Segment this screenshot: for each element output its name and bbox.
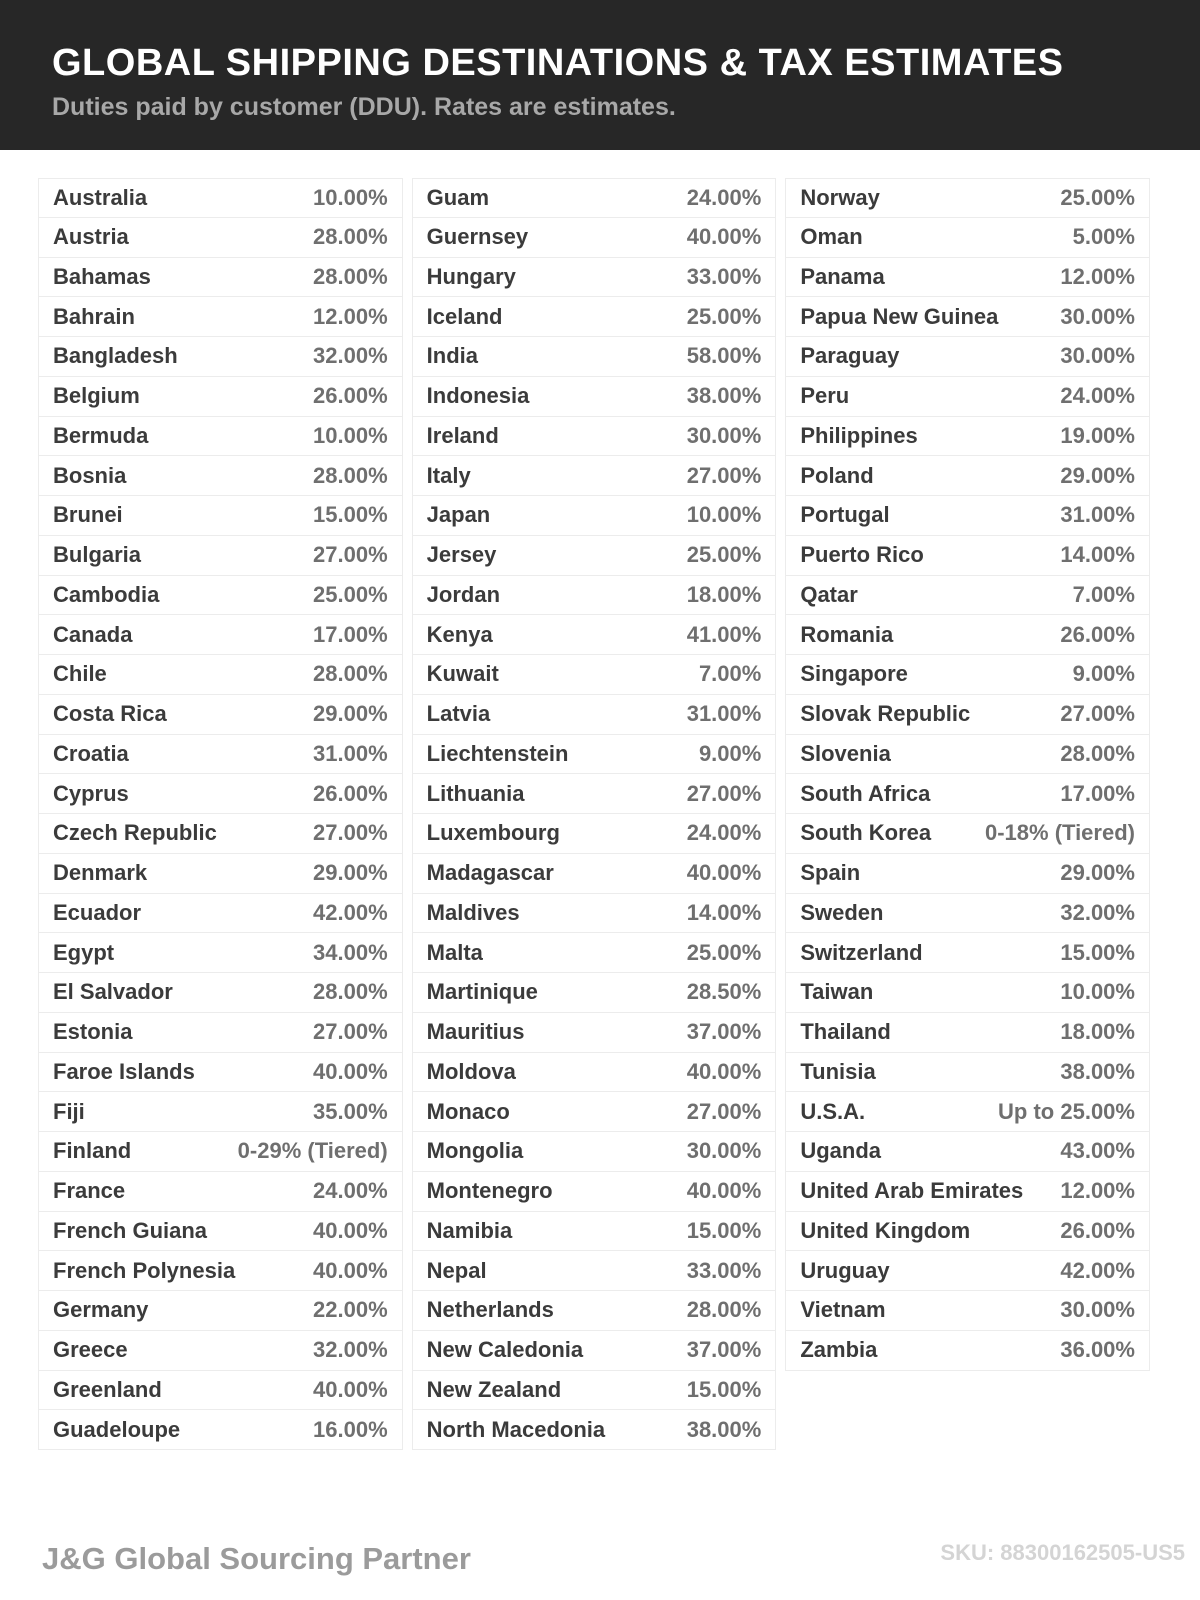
country-name: United Arab Emirates <box>800 1178 1024 1204</box>
tax-rate: 28.00% <box>313 979 388 1005</box>
table-row <box>38 814 403 854</box>
table-row <box>785 1251 1150 1291</box>
tax-rate: 28.00% <box>313 263 388 289</box>
tax-rate: 30.00% <box>686 422 762 448</box>
tax-rate: 30.00% <box>1060 303 1135 329</box>
table-row <box>785 1172 1150 1212</box>
tax-rate: 9.00% <box>1072 661 1135 687</box>
table-row <box>785 576 1150 616</box>
country-name: Denmark <box>53 860 148 886</box>
table-row <box>412 933 777 973</box>
table-row <box>38 178 403 218</box>
table-row <box>412 1053 777 1093</box>
country-name: Canada <box>53 621 133 647</box>
country-name: Maldives <box>426 899 520 925</box>
tax-rate: 7.00% <box>1072 581 1135 607</box>
country-name: Jordan <box>426 581 501 607</box>
tax-rate: 15.00% <box>686 1217 762 1243</box>
tax-rate: 27.00% <box>686 1098 762 1124</box>
table-row <box>412 814 777 854</box>
country-name: Puerto Rico <box>800 542 924 568</box>
country-name: Finland <box>53 1138 132 1164</box>
table-row <box>38 297 403 337</box>
country-name: Estonia <box>53 1019 133 1045</box>
tax-rate: 40.00% <box>313 1376 388 1402</box>
tax-rate: 32.00% <box>313 343 388 369</box>
tax-rate: 42.00% <box>1060 1257 1135 1283</box>
tax-rate: 27.00% <box>313 820 388 846</box>
country-name: Egypt <box>53 939 115 965</box>
country-name: Zambia <box>800 1337 878 1363</box>
table-row <box>785 615 1150 655</box>
table-row <box>38 536 403 576</box>
tax-rate: 25.00% <box>1060 184 1135 210</box>
table-row <box>412 1172 777 1212</box>
country-name: Bermuda <box>53 422 149 448</box>
country-name: New Zealand <box>426 1376 562 1402</box>
table-row <box>412 1212 777 1252</box>
table-row <box>785 218 1150 258</box>
table-row <box>412 1331 777 1371</box>
country-name: Uruguay <box>800 1257 890 1283</box>
country-name: Oman <box>800 224 863 250</box>
tax-rate: 15.00% <box>1060 939 1135 965</box>
country-name: Belgium <box>53 383 140 409</box>
country-name: Switzerland <box>800 939 923 965</box>
table-row <box>38 218 403 258</box>
tax-rate: 40.00% <box>313 1217 388 1243</box>
table-row <box>785 456 1150 496</box>
country-name: Bosnia <box>53 462 127 488</box>
tax-rate: 10.00% <box>313 422 388 448</box>
tax-rate: 29.00% <box>1060 462 1135 488</box>
table-row <box>38 496 403 536</box>
country-name: Norway <box>800 184 880 210</box>
tax-rate: 9.00% <box>698 740 762 766</box>
tax-rate: 40.00% <box>313 1058 388 1084</box>
country-name: Greenland <box>53 1376 162 1402</box>
tax-rate: 26.00% <box>1060 1217 1135 1243</box>
country-name: Taiwan <box>800 979 874 1005</box>
table-row <box>785 933 1150 973</box>
tax-rate: 17.00% <box>313 621 388 647</box>
table-row <box>38 1291 403 1331</box>
tax-rate: 28.50% <box>686 979 762 1005</box>
table-row <box>785 536 1150 576</box>
country-name: Ecuador <box>53 899 142 925</box>
table-row <box>785 854 1150 894</box>
table-row <box>785 774 1150 814</box>
country-name: Kenya <box>426 621 493 647</box>
country-name: Netherlands <box>426 1297 554 1323</box>
country-name: Chile <box>53 661 107 687</box>
table-row <box>38 1172 403 1212</box>
table-row <box>412 258 777 298</box>
country-name: Bangladesh <box>53 343 178 369</box>
country-name: French Polynesia <box>53 1257 236 1283</box>
table-row <box>38 735 403 775</box>
country-name: Croatia <box>53 740 129 766</box>
table-row <box>785 655 1150 695</box>
tax-rate: 41.00% <box>686 621 762 647</box>
tax-rate: 37.00% <box>686 1337 762 1363</box>
tax-rate: 24.00% <box>1060 383 1135 409</box>
table-row <box>38 258 403 298</box>
table-row <box>785 377 1150 417</box>
table-row <box>38 1132 403 1172</box>
tax-rate: 34.00% <box>313 939 388 965</box>
page-title: GLOBAL SHIPPING DESTINATIONS & TAX ESTIMATES <box>52 42 1064 84</box>
tax-rate: 40.00% <box>686 1058 762 1084</box>
table-row <box>412 218 777 258</box>
table-row <box>412 1371 777 1411</box>
country-name: Brunei <box>53 502 123 528</box>
table-row <box>38 655 403 695</box>
tax-rate: 28.00% <box>313 224 388 250</box>
table-row <box>412 1410 777 1450</box>
country-name: Thailand <box>800 1019 891 1045</box>
country-name: Panama <box>800 263 885 289</box>
table-row <box>412 377 777 417</box>
table-row <box>38 933 403 973</box>
tax-rate: 24.00% <box>313 1178 388 1204</box>
table-row <box>412 576 777 616</box>
country-name: French Guiana <box>53 1217 208 1243</box>
table-row <box>412 854 777 894</box>
tax-rate: 15.00% <box>313 502 388 528</box>
country-name: Bulgaria <box>53 542 142 568</box>
table-row <box>412 496 777 536</box>
country-name: Guam <box>426 184 490 210</box>
table-column-2 <box>412 178 777 1450</box>
table-row <box>785 695 1150 735</box>
table-row <box>38 1212 403 1252</box>
country-name: Greece <box>53 1337 128 1363</box>
country-name: France <box>53 1178 126 1204</box>
country-name: U.S.A. <box>800 1098 866 1124</box>
tax-rate: 16.00% <box>313 1416 388 1442</box>
country-name: Australia <box>53 184 148 210</box>
tax-rate: 15.00% <box>686 1376 762 1402</box>
country-name: Slovenia <box>800 740 891 766</box>
table-row <box>412 417 777 457</box>
table-row <box>38 1013 403 1053</box>
country-name: Montenegro <box>426 1178 553 1204</box>
tax-rate: 32.00% <box>313 1337 388 1363</box>
table-row <box>785 1291 1150 1331</box>
tax-rate: 10.00% <box>1060 979 1135 1005</box>
tax-rate: 28.00% <box>1060 740 1135 766</box>
table-row <box>785 178 1150 218</box>
country-name: Indonesia <box>426 383 530 409</box>
country-name: Austria <box>53 224 129 250</box>
table-row <box>38 1371 403 1411</box>
table-row <box>412 735 777 775</box>
country-name: Sweden <box>800 899 884 925</box>
tax-rate: 27.00% <box>686 780 762 806</box>
tax-rate: 40.00% <box>686 224 762 250</box>
country-name: Hungary <box>426 263 516 289</box>
country-name: New Caledonia <box>426 1337 584 1363</box>
tax-rate: 38.00% <box>1060 1058 1135 1084</box>
table-row <box>412 536 777 576</box>
tax-rate: 12.00% <box>313 303 388 329</box>
table-row <box>38 1331 403 1371</box>
table-row <box>785 973 1150 1013</box>
tax-rate: 25.00% <box>686 939 762 965</box>
table-row <box>38 1092 403 1132</box>
country-name: Italy <box>426 462 471 488</box>
country-name: El Salvador <box>53 979 173 1005</box>
table-row <box>785 417 1150 457</box>
table-row <box>412 456 777 496</box>
tax-rate: 10.00% <box>313 184 388 210</box>
tax-rate: 22.00% <box>313 1297 388 1323</box>
country-name: Philippines <box>800 422 918 448</box>
tax-rate: 18.00% <box>686 581 762 607</box>
country-name: Poland <box>800 462 874 488</box>
country-name: Iceland <box>426 303 503 329</box>
tax-rate: 33.00% <box>686 1257 762 1283</box>
table-row <box>785 1013 1150 1053</box>
tax-rate: 7.00% <box>698 661 762 687</box>
country-name: Monaco <box>426 1098 510 1124</box>
tax-rate: 40.00% <box>686 860 762 886</box>
table-row <box>785 1132 1150 1172</box>
tax-rate: 37.00% <box>686 1019 762 1045</box>
country-name: Guernsey <box>426 224 529 250</box>
table-row <box>785 894 1150 934</box>
tax-rate: 29.00% <box>313 860 388 886</box>
tax-rate: 43.00% <box>1060 1138 1135 1164</box>
country-name: Madagascar <box>426 860 554 886</box>
table-row <box>412 297 777 337</box>
tax-rate: 27.00% <box>313 1019 388 1045</box>
country-name: Kuwait <box>426 661 499 687</box>
table-row <box>412 973 777 1013</box>
table-row <box>412 695 777 735</box>
tax-rate: 25.00% <box>313 581 388 607</box>
tax-rate: 19.00% <box>1060 422 1135 448</box>
tax-rate: 40.00% <box>686 1178 762 1204</box>
tax-rate: 0-18% (Tiered) <box>985 820 1135 846</box>
tax-rate: 30.00% <box>686 1138 762 1164</box>
table-row <box>38 377 403 417</box>
table-row <box>38 576 403 616</box>
table-row <box>38 894 403 934</box>
table-row <box>785 337 1150 377</box>
table-row <box>412 774 777 814</box>
country-name: Qatar <box>800 581 858 607</box>
tax-rate: 31.00% <box>1060 502 1135 528</box>
country-name: Liechtenstein <box>426 740 569 766</box>
country-name: India <box>426 343 478 369</box>
country-name: Bahrain <box>53 303 135 329</box>
tax-rate: 28.00% <box>686 1297 762 1323</box>
country-name: Costa Rica <box>53 701 167 727</box>
country-name: Slovak Republic <box>800 701 971 727</box>
table-row <box>38 1251 403 1291</box>
country-name: Peru <box>800 383 850 409</box>
tax-rate: 5.00% <box>1072 224 1135 250</box>
country-name: Namibia <box>426 1217 513 1243</box>
tax-rate: 42.00% <box>313 899 388 925</box>
country-name: Romania <box>800 621 894 647</box>
tax-rate: Up to 25.00% <box>998 1098 1135 1124</box>
tax-rate: 28.00% <box>313 661 388 687</box>
country-name: Moldova <box>426 1058 516 1084</box>
table-row <box>412 655 777 695</box>
country-name: Bahamas <box>53 263 151 289</box>
tax-rate: 14.00% <box>1060 542 1135 568</box>
tax-rate: 35.00% <box>313 1098 388 1124</box>
country-name: Nepal <box>426 1257 487 1283</box>
tax-rate: 40.00% <box>313 1257 388 1283</box>
table-row <box>785 1092 1150 1132</box>
table-row <box>412 337 777 377</box>
tax-rate: 26.00% <box>1060 621 1135 647</box>
tax-rate: 27.00% <box>686 462 762 488</box>
tax-rate: 31.00% <box>686 701 762 727</box>
country-name: Vietnam <box>800 1297 886 1323</box>
country-name: Czech Republic <box>53 820 217 846</box>
country-name: Tunisia <box>800 1058 876 1084</box>
tax-rate: 14.00% <box>686 899 762 925</box>
country-name: Ireland <box>426 422 499 448</box>
country-name: Malta <box>426 939 483 965</box>
tax-rate: 31.00% <box>313 740 388 766</box>
tax-rate: 24.00% <box>686 184 762 210</box>
table-row <box>412 178 777 218</box>
country-name: Lithuania <box>426 780 525 806</box>
header-banner <box>0 0 1200 150</box>
tax-rate: 10.00% <box>686 502 762 528</box>
table-row <box>785 1053 1150 1093</box>
table-row <box>412 1291 777 1331</box>
country-name: Germany <box>53 1297 149 1323</box>
country-name: Mauritius <box>426 1019 525 1045</box>
tax-rate: 29.00% <box>313 701 388 727</box>
country-name: South Korea <box>800 820 932 846</box>
table-column-1 <box>38 178 403 1450</box>
country-name: Mongolia <box>426 1138 524 1164</box>
tax-rate: 0-29% (Tiered) <box>237 1138 388 1164</box>
country-name: Japan <box>426 502 491 528</box>
table-row <box>412 615 777 655</box>
tax-rate: 26.00% <box>313 383 388 409</box>
tax-rate: 24.00% <box>686 820 762 846</box>
tax-rate: 30.00% <box>1060 343 1135 369</box>
table-row <box>38 615 403 655</box>
table-row <box>38 774 403 814</box>
table-row <box>38 854 403 894</box>
table-row <box>38 456 403 496</box>
tax-rate: 38.00% <box>686 1416 762 1442</box>
country-name: Cambodia <box>53 581 160 607</box>
table-row <box>38 417 403 457</box>
country-name: Cyprus <box>53 780 129 806</box>
table-row <box>412 1251 777 1291</box>
tax-rate: 26.00% <box>313 780 388 806</box>
tax-rate: 25.00% <box>686 303 762 329</box>
table-row <box>412 1013 777 1053</box>
table-row <box>38 1410 403 1450</box>
sku-label: SKU: 88300162505-US5 <box>940 1540 1185 1565</box>
table-row <box>785 1331 1150 1371</box>
brand-name: J&G Global Sourcing Partner <box>42 1541 471 1576</box>
country-name: United Kingdom <box>800 1217 971 1243</box>
table-row <box>412 1092 777 1132</box>
country-name: Luxembourg <box>426 820 560 846</box>
table-column-3 <box>785 178 1150 1371</box>
table-row <box>38 973 403 1013</box>
tax-rate: 29.00% <box>1060 860 1135 886</box>
tax-rate: 32.00% <box>1060 899 1135 925</box>
country-name: Papua New Guinea <box>800 303 999 329</box>
country-name: Singapore <box>800 661 908 687</box>
country-name: Spain <box>800 860 861 886</box>
tax-rate: 38.00% <box>686 383 762 409</box>
country-name: Martinique <box>426 979 538 1005</box>
country-name: Latvia <box>426 701 491 727</box>
table-row <box>785 735 1150 775</box>
table-row <box>785 297 1150 337</box>
table-row <box>785 496 1150 536</box>
country-name: Portugal <box>800 502 890 528</box>
table-row <box>38 695 403 735</box>
tax-rate: 33.00% <box>686 263 762 289</box>
page-subtitle: Duties paid by customer (DDU). Rates are estimates. <box>52 92 676 121</box>
country-name: Guadeloupe <box>53 1416 181 1442</box>
tax-rate: 17.00% <box>1060 780 1135 806</box>
country-name: Jersey <box>426 542 497 568</box>
tax-rate: 12.00% <box>1060 263 1135 289</box>
table-row <box>785 1212 1150 1252</box>
table-row <box>785 814 1150 854</box>
country-name: Paraguay <box>800 343 900 369</box>
country-name: Faroe Islands <box>53 1058 195 1084</box>
table-row <box>412 894 777 934</box>
country-name: North Macedonia <box>426 1416 606 1442</box>
country-name: Uganda <box>800 1138 882 1164</box>
tax-rate: 25.00% <box>686 542 762 568</box>
tax-rate: 12.00% <box>1060 1178 1135 1204</box>
tax-rate: 30.00% <box>1060 1297 1135 1323</box>
tax-rate: 18.00% <box>1060 1019 1135 1045</box>
country-name: Fiji <box>53 1098 85 1124</box>
destinations-table <box>38 178 1150 1450</box>
table-row <box>38 1053 403 1093</box>
tax-rate: 36.00% <box>1060 1337 1135 1363</box>
tax-rate: 27.00% <box>1060 701 1135 727</box>
table-row <box>412 1132 777 1172</box>
tax-rate: 27.00% <box>313 542 388 568</box>
table-row <box>38 337 403 377</box>
table-row <box>785 258 1150 298</box>
tax-rate: 28.00% <box>313 462 388 488</box>
country-name: South Africa <box>800 780 931 806</box>
tax-rate: 58.00% <box>686 343 762 369</box>
